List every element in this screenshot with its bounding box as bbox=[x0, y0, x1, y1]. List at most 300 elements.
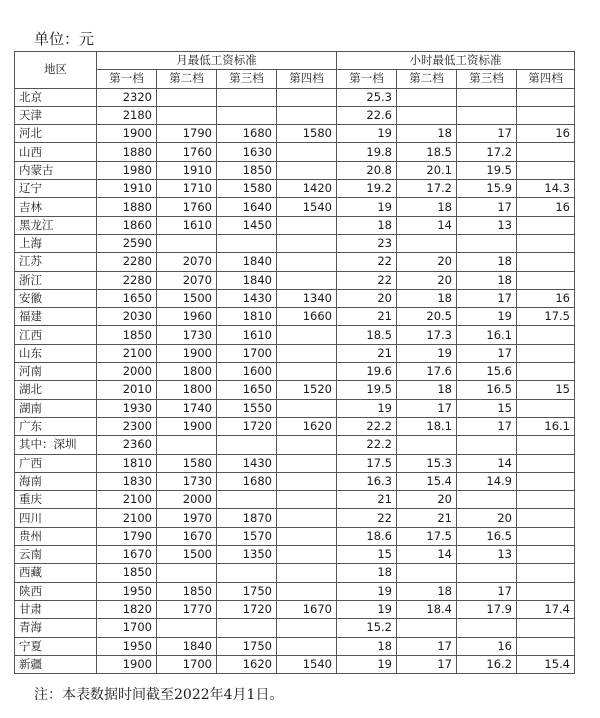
table-row bbox=[15, 527, 575, 545]
table-row bbox=[15, 582, 575, 600]
monthly-tier-2-cell: 1960 bbox=[157, 308, 217, 326]
hourly-tier-4-cell bbox=[517, 253, 575, 271]
hourly-tier-4-cell bbox=[517, 363, 575, 381]
hourly-tier-4-cell bbox=[517, 472, 575, 490]
hourly-tier-1-cell: 15.2 bbox=[337, 619, 397, 637]
monthly-tier-3-cell: 1450 bbox=[217, 216, 277, 234]
hourly-tier-2-cell: 18 bbox=[397, 198, 457, 216]
region-cell: 重庆 bbox=[15, 491, 97, 509]
monthly-tier-3-cell: 1600 bbox=[217, 363, 277, 381]
region-cell: 云南 bbox=[15, 546, 97, 564]
table-row bbox=[15, 106, 575, 124]
hourly-tier-1-cell: 19 bbox=[337, 582, 397, 600]
hourly-tier-4-cell bbox=[517, 234, 575, 252]
region-cell: 四川 bbox=[15, 509, 97, 527]
hourly-tier-3-cell: 13 bbox=[457, 546, 517, 564]
hourly-tier-4-cell: 16 bbox=[517, 289, 575, 307]
monthly-tier-1-cell: 1700 bbox=[97, 619, 157, 637]
monthly-tier-2-cell: 1500 bbox=[157, 546, 217, 564]
hourly-tier-3-cell: 17 bbox=[457, 289, 517, 307]
region-cell: 黑龙江 bbox=[15, 216, 97, 234]
header-monthly-group: 月最低工资标准 bbox=[97, 52, 337, 70]
header-hourly-tier-3: 第三档 bbox=[457, 70, 517, 88]
table-row bbox=[15, 326, 575, 344]
hourly-tier-4-cell bbox=[517, 509, 575, 527]
monthly-tier-2-cell: 1800 bbox=[157, 363, 217, 381]
monthly-tier-4-cell bbox=[277, 564, 337, 582]
table-header bbox=[15, 52, 575, 89]
monthly-tier-3-cell: 1700 bbox=[217, 344, 277, 362]
region-cell: 海南 bbox=[15, 472, 97, 490]
monthly-tier-4-cell bbox=[277, 326, 337, 344]
monthly-tier-4-cell: 1660 bbox=[277, 308, 337, 326]
monthly-tier-4-cell bbox=[277, 546, 337, 564]
hourly-tier-1-cell: 19.8 bbox=[337, 143, 397, 161]
table-row bbox=[15, 180, 575, 198]
monthly-tier-2-cell: 1760 bbox=[157, 198, 217, 216]
monthly-tier-3-cell: 1840 bbox=[217, 253, 277, 271]
monthly-tier-1-cell: 1900 bbox=[97, 655, 157, 673]
monthly-tier-4-cell bbox=[277, 527, 337, 545]
hourly-tier-2-cell: 19 bbox=[397, 344, 457, 362]
monthly-tier-4-cell bbox=[277, 88, 337, 106]
monthly-tier-4-cell: 1340 bbox=[277, 289, 337, 307]
monthly-tier-2-cell: 1770 bbox=[157, 600, 217, 618]
monthly-tier-1-cell: 1930 bbox=[97, 399, 157, 417]
hourly-tier-4-cell bbox=[517, 143, 575, 161]
monthly-tier-1-cell: 1820 bbox=[97, 600, 157, 618]
hourly-tier-3-cell bbox=[457, 88, 517, 106]
hourly-tier-4-cell: 14.3 bbox=[517, 180, 575, 198]
monthly-tier-1-cell: 1830 bbox=[97, 472, 157, 490]
hourly-tier-2-cell: 21 bbox=[397, 509, 457, 527]
hourly-tier-1-cell: 19 bbox=[337, 399, 397, 417]
monthly-tier-4-cell bbox=[277, 143, 337, 161]
monthly-tier-1-cell: 1950 bbox=[97, 637, 157, 655]
hourly-tier-3-cell bbox=[457, 619, 517, 637]
monthly-tier-4-cell bbox=[277, 161, 337, 179]
region-cell: 甘肃 bbox=[15, 600, 97, 618]
monthly-tier-2-cell: 1740 bbox=[157, 399, 217, 417]
hourly-tier-2-cell: 20 bbox=[397, 271, 457, 289]
table-row bbox=[15, 271, 575, 289]
monthly-tier-1-cell: 2360 bbox=[97, 436, 157, 454]
hourly-tier-3-cell bbox=[457, 564, 517, 582]
region-cell: 其中：深圳 bbox=[15, 436, 97, 454]
monthly-tier-4-cell bbox=[277, 472, 337, 490]
monthly-tier-3-cell: 1630 bbox=[217, 143, 277, 161]
region-cell: 江苏 bbox=[15, 253, 97, 271]
monthly-tier-4-cell: 1420 bbox=[277, 180, 337, 198]
header-row-tiers bbox=[15, 70, 575, 88]
monthly-tier-1-cell: 1900 bbox=[97, 125, 157, 143]
hourly-tier-1-cell: 20 bbox=[337, 289, 397, 307]
header-hourly-tier-1: 第一档 bbox=[337, 70, 397, 88]
hourly-tier-4-cell bbox=[517, 527, 575, 545]
monthly-tier-3-cell: 1430 bbox=[217, 454, 277, 472]
hourly-tier-3-cell: 16.1 bbox=[457, 326, 517, 344]
monthly-tier-4-cell bbox=[277, 234, 337, 252]
hourly-tier-4-cell: 15.4 bbox=[517, 655, 575, 673]
header-monthly-tier-2: 第二档 bbox=[157, 70, 217, 88]
hourly-tier-1-cell: 22 bbox=[337, 253, 397, 271]
monthly-tier-1-cell: 2180 bbox=[97, 106, 157, 124]
hourly-tier-2-cell bbox=[397, 436, 457, 454]
hourly-tier-3-cell: 17 bbox=[457, 417, 517, 435]
hourly-tier-3-cell: 17 bbox=[457, 125, 517, 143]
region-cell: 广西 bbox=[15, 454, 97, 472]
table-row bbox=[15, 253, 575, 271]
table-row bbox=[15, 198, 575, 216]
hourly-tier-1-cell: 18 bbox=[337, 216, 397, 234]
hourly-tier-1-cell: 19 bbox=[337, 198, 397, 216]
monthly-tier-1-cell: 1860 bbox=[97, 216, 157, 234]
hourly-tier-2-cell: 18 bbox=[397, 582, 457, 600]
monthly-tier-4-cell: 1670 bbox=[277, 600, 337, 618]
monthly-tier-1-cell: 2010 bbox=[97, 381, 157, 399]
region-cell: 新疆 bbox=[15, 655, 97, 673]
hourly-tier-2-cell: 18 bbox=[397, 125, 457, 143]
monthly-tier-3-cell bbox=[217, 491, 277, 509]
hourly-tier-2-cell: 17.5 bbox=[397, 527, 457, 545]
minimum-wage-table bbox=[14, 51, 575, 674]
header-hourly-tier-2: 第二档 bbox=[397, 70, 457, 88]
hourly-tier-3-cell: 17.9 bbox=[457, 600, 517, 618]
hourly-tier-3-cell bbox=[457, 491, 517, 509]
table-row bbox=[15, 234, 575, 252]
monthly-tier-1-cell: 1980 bbox=[97, 161, 157, 179]
region-cell: 福建 bbox=[15, 308, 97, 326]
hourly-tier-1-cell: 17.5 bbox=[337, 454, 397, 472]
monthly-tier-2-cell: 1700 bbox=[157, 655, 217, 673]
monthly-tier-2-cell: 1580 bbox=[157, 454, 217, 472]
hourly-tier-3-cell: 19 bbox=[457, 308, 517, 326]
hourly-tier-4-cell bbox=[517, 326, 575, 344]
hourly-tier-3-cell bbox=[457, 436, 517, 454]
hourly-tier-4-cell: 17.5 bbox=[517, 308, 575, 326]
table-row bbox=[15, 417, 575, 435]
monthly-tier-3-cell: 1640 bbox=[217, 198, 277, 216]
monthly-tier-2-cell: 1760 bbox=[157, 143, 217, 161]
monthly-tier-4-cell bbox=[277, 344, 337, 362]
region-cell: 吉林 bbox=[15, 198, 97, 216]
monthly-tier-3-cell bbox=[217, 106, 277, 124]
hourly-tier-2-cell: 15.3 bbox=[397, 454, 457, 472]
region-cell: 贵州 bbox=[15, 527, 97, 545]
hourly-tier-3-cell: 17 bbox=[457, 344, 517, 362]
monthly-tier-1-cell: 2320 bbox=[97, 88, 157, 106]
region-cell: 内蒙古 bbox=[15, 161, 97, 179]
monthly-tier-2-cell: 2000 bbox=[157, 491, 217, 509]
hourly-tier-1-cell: 19.5 bbox=[337, 381, 397, 399]
monthly-tier-3-cell bbox=[217, 436, 277, 454]
monthly-tier-1-cell: 1950 bbox=[97, 582, 157, 600]
table-row bbox=[15, 546, 575, 564]
hourly-tier-1-cell: 18.6 bbox=[337, 527, 397, 545]
region-cell: 江西 bbox=[15, 326, 97, 344]
hourly-tier-4-cell bbox=[517, 436, 575, 454]
table-row bbox=[15, 363, 575, 381]
monthly-tier-1-cell: 1880 bbox=[97, 198, 157, 216]
hourly-tier-2-cell bbox=[397, 106, 457, 124]
hourly-tier-1-cell: 18 bbox=[337, 637, 397, 655]
monthly-tier-3-cell: 1580 bbox=[217, 180, 277, 198]
monthly-tier-1-cell: 1650 bbox=[97, 289, 157, 307]
hourly-tier-1-cell: 22.2 bbox=[337, 417, 397, 435]
hourly-tier-3-cell: 16.5 bbox=[457, 381, 517, 399]
hourly-tier-3-cell: 14.9 bbox=[457, 472, 517, 490]
monthly-tier-3-cell bbox=[217, 564, 277, 582]
monthly-tier-4-cell bbox=[277, 363, 337, 381]
table-row bbox=[15, 472, 575, 490]
monthly-tier-2-cell bbox=[157, 88, 217, 106]
monthly-tier-1-cell: 2300 bbox=[97, 417, 157, 435]
header-monthly-tier-4: 第四档 bbox=[277, 70, 337, 88]
monthly-tier-2-cell: 1900 bbox=[157, 417, 217, 435]
hourly-tier-2-cell: 15.4 bbox=[397, 472, 457, 490]
hourly-tier-1-cell: 15 bbox=[337, 546, 397, 564]
hourly-tier-3-cell: 20 bbox=[457, 509, 517, 527]
hourly-tier-2-cell: 17.2 bbox=[397, 180, 457, 198]
region-cell: 天津 bbox=[15, 106, 97, 124]
monthly-tier-2-cell bbox=[157, 619, 217, 637]
monthly-tier-2-cell: 2070 bbox=[157, 253, 217, 271]
hourly-tier-2-cell bbox=[397, 564, 457, 582]
monthly-tier-1-cell: 1670 bbox=[97, 546, 157, 564]
header-monthly-tier-1: 第一档 bbox=[97, 70, 157, 88]
table-row bbox=[15, 399, 575, 417]
table-row bbox=[15, 436, 575, 454]
table-row bbox=[15, 88, 575, 106]
monthly-tier-2-cell: 1850 bbox=[157, 582, 217, 600]
monthly-tier-3-cell: 1720 bbox=[217, 417, 277, 435]
monthly-tier-2-cell bbox=[157, 436, 217, 454]
monthly-tier-3-cell: 1430 bbox=[217, 289, 277, 307]
hourly-tier-4-cell bbox=[517, 344, 575, 362]
hourly-tier-4-cell bbox=[517, 399, 575, 417]
monthly-tier-2-cell bbox=[157, 234, 217, 252]
monthly-tier-2-cell: 1710 bbox=[157, 180, 217, 198]
hourly-tier-3-cell: 15.6 bbox=[457, 363, 517, 381]
monthly-tier-4-cell bbox=[277, 436, 337, 454]
region-cell: 河南 bbox=[15, 363, 97, 381]
hourly-tier-2-cell: 20.1 bbox=[397, 161, 457, 179]
table-row bbox=[15, 619, 575, 637]
hourly-tier-3-cell: 15.9 bbox=[457, 180, 517, 198]
hourly-tier-4-cell bbox=[517, 564, 575, 582]
table-row bbox=[15, 491, 575, 509]
hourly-tier-2-cell: 18.1 bbox=[397, 417, 457, 435]
hourly-tier-2-cell bbox=[397, 619, 457, 637]
hourly-tier-1-cell: 21 bbox=[337, 308, 397, 326]
hourly-tier-1-cell: 23 bbox=[337, 234, 397, 252]
hourly-tier-4-cell bbox=[517, 271, 575, 289]
header-row-groups bbox=[15, 52, 575, 70]
hourly-tier-3-cell: 18 bbox=[457, 253, 517, 271]
hourly-tier-3-cell bbox=[457, 106, 517, 124]
hourly-tier-4-cell bbox=[517, 491, 575, 509]
monthly-tier-3-cell: 1810 bbox=[217, 308, 277, 326]
monthly-tier-3-cell: 1840 bbox=[217, 271, 277, 289]
monthly-tier-4-cell: 1520 bbox=[277, 381, 337, 399]
region-cell: 浙江 bbox=[15, 271, 97, 289]
hourly-tier-4-cell bbox=[517, 637, 575, 655]
hourly-tier-2-cell: 17 bbox=[397, 655, 457, 673]
monthly-tier-3-cell: 1750 bbox=[217, 582, 277, 600]
hourly-tier-2-cell: 17 bbox=[397, 399, 457, 417]
hourly-tier-2-cell: 18.4 bbox=[397, 600, 457, 618]
monthly-tier-4-cell bbox=[277, 399, 337, 417]
table-row bbox=[15, 161, 575, 179]
monthly-tier-3-cell: 1680 bbox=[217, 472, 277, 490]
hourly-tier-3-cell: 16 bbox=[457, 637, 517, 655]
monthly-tier-4-cell bbox=[277, 253, 337, 271]
monthly-tier-3-cell: 1680 bbox=[217, 125, 277, 143]
monthly-tier-3-cell: 1610 bbox=[217, 326, 277, 344]
monthly-tier-3-cell: 1550 bbox=[217, 399, 277, 417]
monthly-tier-3-cell bbox=[217, 619, 277, 637]
table-body bbox=[15, 88, 575, 674]
hourly-tier-3-cell: 13 bbox=[457, 216, 517, 234]
table-row bbox=[15, 308, 575, 326]
hourly-tier-1-cell: 16.3 bbox=[337, 472, 397, 490]
region-cell: 上海 bbox=[15, 234, 97, 252]
hourly-tier-4-cell: 16 bbox=[517, 198, 575, 216]
header-region: 地区 bbox=[15, 52, 97, 89]
hourly-tier-2-cell: 18 bbox=[397, 381, 457, 399]
monthly-tier-4-cell: 1580 bbox=[277, 125, 337, 143]
region-cell: 北京 bbox=[15, 88, 97, 106]
monthly-tier-1-cell: 1850 bbox=[97, 564, 157, 582]
hourly-tier-1-cell: 22.2 bbox=[337, 436, 397, 454]
hourly-tier-1-cell: 22 bbox=[337, 271, 397, 289]
hourly-tier-3-cell: 16.2 bbox=[457, 655, 517, 673]
monthly-tier-2-cell: 1800 bbox=[157, 381, 217, 399]
region-cell: 山东 bbox=[15, 344, 97, 362]
region-cell: 青海 bbox=[15, 619, 97, 637]
monthly-tier-1-cell: 2000 bbox=[97, 363, 157, 381]
monthly-tier-1-cell: 2280 bbox=[97, 271, 157, 289]
monthly-tier-2-cell: 1500 bbox=[157, 289, 217, 307]
monthly-tier-2-cell: 1670 bbox=[157, 527, 217, 545]
table-row bbox=[15, 564, 575, 582]
hourly-tier-4-cell bbox=[517, 454, 575, 472]
header-hourly-group: 小时最低工资标准 bbox=[337, 52, 575, 70]
table-row bbox=[15, 381, 575, 399]
monthly-tier-4-cell: 1540 bbox=[277, 198, 337, 216]
table-row bbox=[15, 600, 575, 618]
hourly-tier-1-cell: 19 bbox=[337, 655, 397, 673]
hourly-tier-4-cell: 16 bbox=[517, 125, 575, 143]
hourly-tier-1-cell: 18 bbox=[337, 564, 397, 582]
monthly-tier-3-cell: 1650 bbox=[217, 381, 277, 399]
monthly-tier-4-cell bbox=[277, 454, 337, 472]
monthly-tier-1-cell: 1910 bbox=[97, 180, 157, 198]
hourly-tier-3-cell: 16.5 bbox=[457, 527, 517, 545]
region-cell: 西藏 bbox=[15, 564, 97, 582]
region-cell: 宁夏 bbox=[15, 637, 97, 655]
monthly-tier-2-cell: 1790 bbox=[157, 125, 217, 143]
monthly-tier-3-cell: 1850 bbox=[217, 161, 277, 179]
hourly-tier-4-cell bbox=[517, 106, 575, 124]
monthly-tier-4-cell bbox=[277, 637, 337, 655]
table-row bbox=[15, 509, 575, 527]
region-cell: 陕西 bbox=[15, 582, 97, 600]
table-row bbox=[15, 216, 575, 234]
monthly-tier-2-cell: 1610 bbox=[157, 216, 217, 234]
monthly-tier-1-cell: 1880 bbox=[97, 143, 157, 161]
monthly-tier-3-cell: 1570 bbox=[217, 527, 277, 545]
region-cell: 辽宁 bbox=[15, 180, 97, 198]
header-hourly-tier-4: 第四档 bbox=[517, 70, 575, 88]
hourly-tier-3-cell bbox=[457, 234, 517, 252]
monthly-tier-2-cell bbox=[157, 564, 217, 582]
hourly-tier-3-cell: 17 bbox=[457, 198, 517, 216]
monthly-tier-1-cell: 2100 bbox=[97, 491, 157, 509]
monthly-tier-4-cell bbox=[277, 582, 337, 600]
hourly-tier-4-cell bbox=[517, 619, 575, 637]
table-row bbox=[15, 655, 575, 673]
hourly-tier-2-cell bbox=[397, 88, 457, 106]
hourly-tier-2-cell: 14 bbox=[397, 546, 457, 564]
unit-label: 单位：元 bbox=[34, 30, 95, 48]
hourly-tier-4-cell: 17.4 bbox=[517, 600, 575, 618]
footnote: 注：本表数据时间截至2022年4月1日。 bbox=[34, 687, 284, 703]
region-cell: 河北 bbox=[15, 125, 97, 143]
region-cell: 湖北 bbox=[15, 381, 97, 399]
monthly-tier-2-cell: 1730 bbox=[157, 472, 217, 490]
monthly-tier-1-cell: 2590 bbox=[97, 234, 157, 252]
monthly-tier-3-cell: 1620 bbox=[217, 655, 277, 673]
table-row bbox=[15, 454, 575, 472]
hourly-tier-3-cell: 17 bbox=[457, 582, 517, 600]
monthly-tier-4-cell bbox=[277, 619, 337, 637]
hourly-tier-2-cell: 17 bbox=[397, 637, 457, 655]
monthly-tier-2-cell: 1840 bbox=[157, 637, 217, 655]
hourly-tier-1-cell: 21 bbox=[337, 344, 397, 362]
hourly-tier-2-cell: 17.6 bbox=[397, 363, 457, 381]
monthly-tier-1-cell: 2030 bbox=[97, 308, 157, 326]
table-row bbox=[15, 344, 575, 362]
region-cell: 安徽 bbox=[15, 289, 97, 307]
monthly-tier-4-cell bbox=[277, 106, 337, 124]
hourly-tier-1-cell: 22 bbox=[337, 509, 397, 527]
hourly-tier-4-cell bbox=[517, 161, 575, 179]
hourly-tier-2-cell: 18.5 bbox=[397, 143, 457, 161]
monthly-tier-3-cell bbox=[217, 88, 277, 106]
hourly-tier-3-cell: 15 bbox=[457, 399, 517, 417]
table-row bbox=[15, 637, 575, 655]
monthly-tier-1-cell: 2280 bbox=[97, 253, 157, 271]
hourly-tier-2-cell: 14 bbox=[397, 216, 457, 234]
monthly-tier-4-cell bbox=[277, 216, 337, 234]
monthly-tier-2-cell: 1910 bbox=[157, 161, 217, 179]
region-cell: 湖南 bbox=[15, 399, 97, 417]
monthly-tier-4-cell: 1620 bbox=[277, 417, 337, 435]
monthly-tier-3-cell: 1720 bbox=[217, 600, 277, 618]
monthly-tier-2-cell bbox=[157, 106, 217, 124]
hourly-tier-4-cell: 16.1 bbox=[517, 417, 575, 435]
monthly-tier-3-cell bbox=[217, 234, 277, 252]
table-row bbox=[15, 143, 575, 161]
hourly-tier-4-cell bbox=[517, 546, 575, 564]
hourly-tier-4-cell bbox=[517, 582, 575, 600]
monthly-tier-3-cell: 1750 bbox=[217, 637, 277, 655]
hourly-tier-1-cell: 20.8 bbox=[337, 161, 397, 179]
hourly-tier-1-cell: 19.2 bbox=[337, 180, 397, 198]
hourly-tier-1-cell: 19 bbox=[337, 600, 397, 618]
hourly-tier-4-cell bbox=[517, 216, 575, 234]
